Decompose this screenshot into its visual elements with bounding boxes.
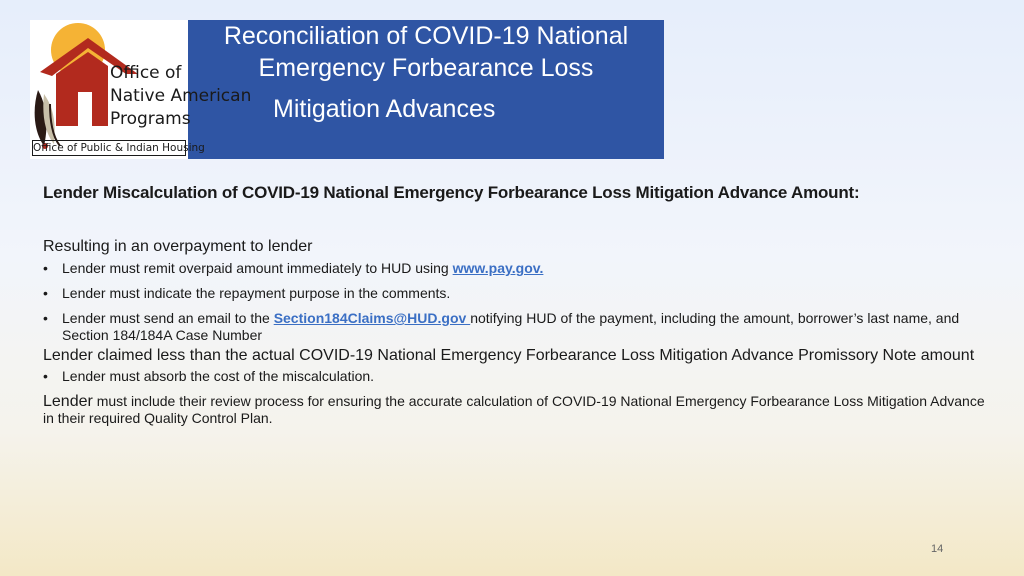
title-line-2: Emergency Forbearance Loss (258, 54, 594, 82)
bullet-text: Lender must indicate the repayment purpose in the comments. (62, 285, 451, 301)
section184-claims-email-link[interactable]: Section184Claims@HUD.gov (273, 310, 471, 326)
overpayment-bullet-list (43, 260, 993, 344)
bullet-text: Lender must remit overpaid amount immediately to HUD using (62, 260, 453, 276)
office-of-native-american-programs-logo (30, 20, 252, 159)
header-banner (30, 20, 664, 159)
underclaim-subheading: Lender claimed less than the actual COVID-19 National Emergency Forbearance Loss Mitigation Advance Promissory Note amount (43, 347, 975, 364)
underclaim-bullet-list (43, 368, 993, 385)
bullet-text: notifying HUD of the payment, including the amount, borrower’s last name, and Section 184/184A Case Number (62, 310, 960, 343)
bullet-text: Lender must send an email to the (62, 310, 274, 326)
closing-lead-word: Lender (43, 393, 93, 410)
bullet-text: Lender must absorb the cost of the miscalculation. (62, 368, 375, 384)
logo-text-native-american: Native American (110, 86, 252, 106)
logo-footer-text: Office of Public & Indian Housing (33, 142, 205, 154)
logo-text-office-of: Office of (110, 63, 182, 83)
logo-text-programs: Programs (110, 109, 191, 129)
title-line-1: Reconciliation of COVID-19 National (223, 22, 629, 50)
slide-content (43, 183, 993, 427)
closing-text: must include their review process for ensuring the accurate calculation of COVID-19 National Emergency Forbearance Loss Mitigation Advance in their required Quality Control Plan. (43, 393, 985, 426)
page-number: 14 (931, 543, 944, 555)
bullet-absorb-cost (43, 368, 993, 385)
title-line-3: Mitigation Advances (273, 95, 496, 123)
slide-title (188, 20, 664, 159)
bullet-send-email (43, 310, 993, 344)
pay-gov-link[interactable]: www.pay.gov. (452, 260, 544, 276)
section-heading: Lender Miscalculation of COVID-19 National Emergency Forbearance Loss Mitigation Advance Amount: (43, 183, 860, 202)
closing-paragraph (43, 393, 993, 427)
bullet-remit-overpaid (43, 260, 993, 277)
overpayment-subheading: Resulting in an overpayment to lender (43, 238, 313, 255)
bullet-indicate-purpose (43, 285, 993, 302)
